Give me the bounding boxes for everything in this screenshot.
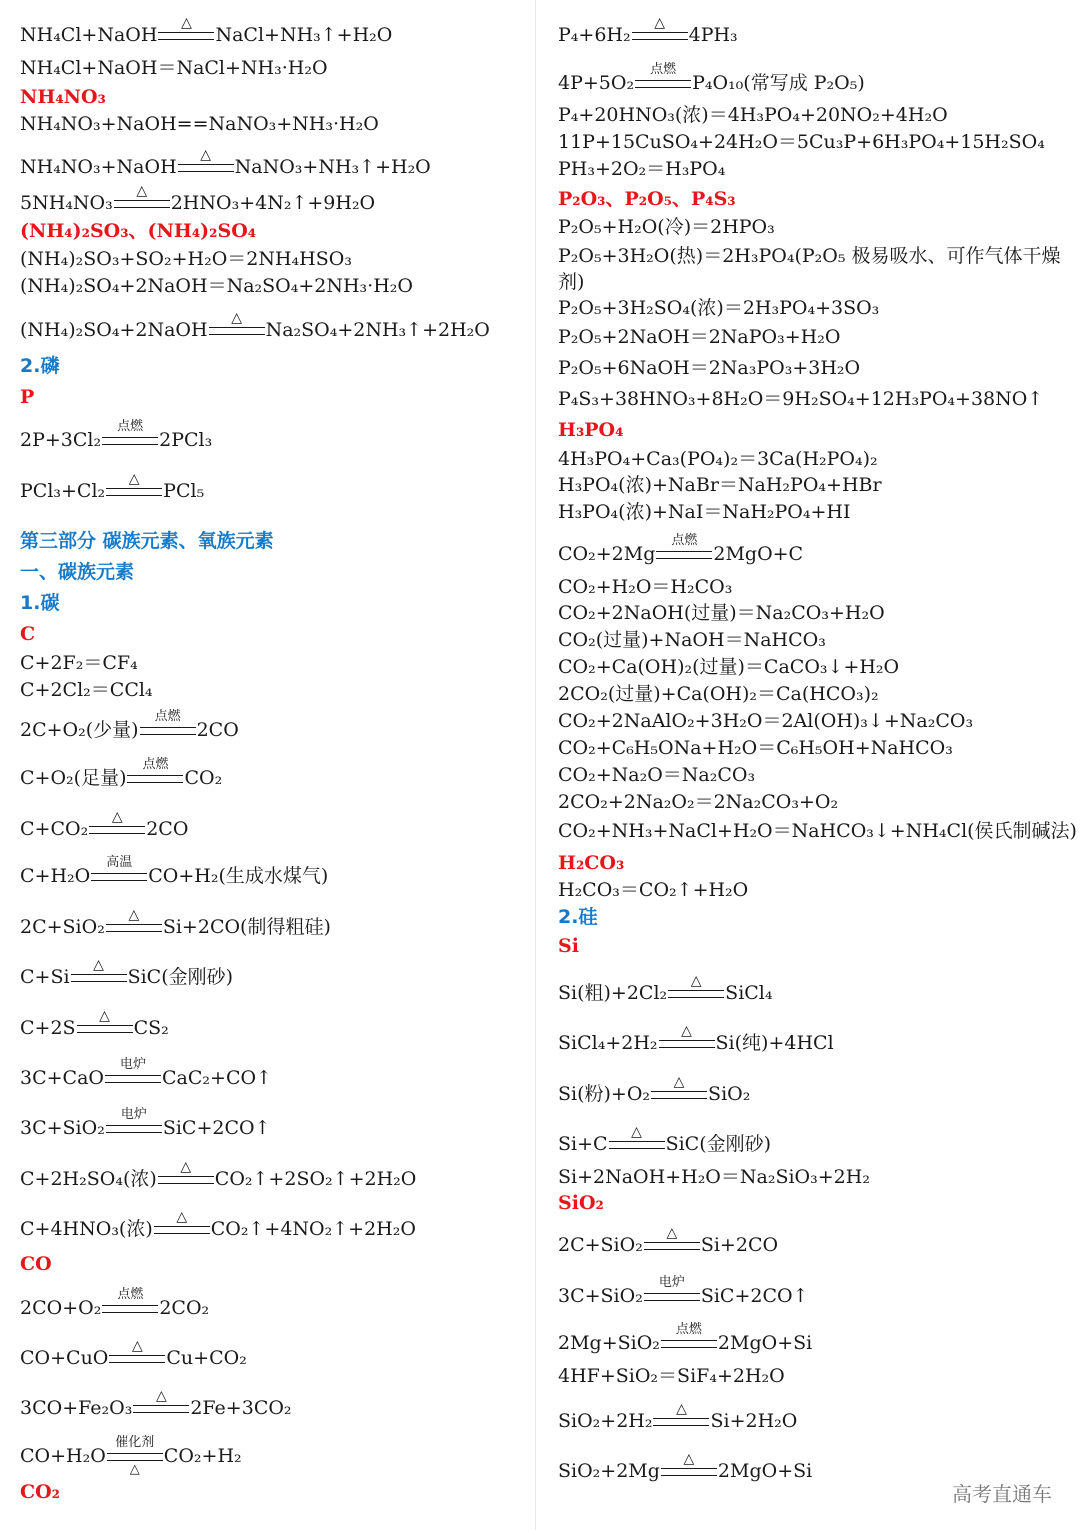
reactants: 2C+SiO₂ [558,1234,643,1256]
substance-heading: NH₄NO₃ [20,86,106,108]
section-heading: 一、碳族元素 [20,561,135,583]
reaction-condition: 催化剂 [115,1435,155,1450]
reaction-equation [20,757,223,789]
reactants: C+O₂(足量) [20,767,127,789]
heat-triangle-icon: △ [128,471,140,487]
substance-heading: SiO₂ [558,1192,604,1214]
substance-heading: C [20,623,36,645]
reactants: C+CO₂ [20,818,89,840]
reaction-condition-sign [154,1209,210,1234]
products: P₄O₁₀(常写成 P₂O₅) [692,72,865,94]
heat-triangle-icon: △ [231,310,242,326]
reactants: NH₄Cl+NaOH [20,24,158,46]
reaction-condition: 高温 [106,855,133,870]
watermark: 高考直通车 [952,1482,1052,1506]
reaction-equation: P₂O₅+3H₂SO₄(浓)＝2H₃PO₄+3SO₃ [558,297,880,319]
reaction-equation [20,183,376,214]
products: 2MgO+Si [717,1460,813,1482]
products: CaC₂+CO↑ [162,1067,272,1089]
reaction-equation: H₂CO₃＝CO₂↑+H₂O [558,879,749,901]
reaction-equation [20,1159,417,1190]
substance-heading: H₃PO₄ [558,419,624,441]
heat-triangle-icon: △ [136,183,148,199]
substance-heading: CO₂ [20,1481,60,1503]
reaction-condition-sign [209,310,265,335]
reactants: Si(粗)+2Cl₂ [558,982,668,1004]
products: CO₂ [184,767,223,789]
heat-triangle-icon: △ [176,1209,188,1225]
reaction-condition: 点燃 [675,1322,702,1337]
substance-heading: P₂O₃、P₂O₅、P₄S₃ [558,188,736,210]
reaction-condition-sign [661,1451,717,1476]
heat-triangle-icon: △ [129,1462,140,1477]
products: CS₂ [133,1017,169,1039]
products: 2MgO+C [713,543,804,565]
reaction-equation [20,1057,272,1089]
reaction-condition-sign [661,1322,717,1348]
reaction-condition-sign [89,809,145,834]
heat-triangle-icon: △ [180,1159,192,1175]
reaction-equation: CO₂+C₆H₅ONa+H₂O＝C₆H₅OH+NaHCO₃ [558,737,953,759]
reaction-equation: CO₂+Na₂O＝Na₂CO₃ [558,764,756,786]
reaction-equation [20,1008,169,1039]
reactants: 3C+SiO₂ [558,1285,643,1307]
reaction-condition-sign [178,147,234,172]
reaction-equation [20,471,205,502]
reaction-equation [558,1074,751,1105]
reaction-equation [558,1401,798,1432]
heat-triangle-icon: △ [676,1401,687,1417]
heat-triangle-icon: △ [683,1451,695,1467]
reaction-condition-sign [114,183,170,208]
reaction-condition-sign [91,855,147,881]
reactants: Si(粉)+O₂ [558,1083,651,1105]
reactants: C+H₂O [20,865,91,887]
reaction-condition-sign [632,15,688,40]
products: 4PH₃ [688,24,738,46]
reaction-equation [20,907,331,938]
products: Si+2CO [700,1234,779,1256]
products: PCl₅ [163,480,205,502]
reaction-condition: 电炉 [120,1107,147,1122]
heat-triangle-icon: △ [181,15,192,31]
reaction-equation [20,310,490,341]
reaction-condition: 点燃 [650,62,677,77]
section-heading: 1.碳 [20,592,60,614]
substance-heading: CO [20,1253,52,1275]
products: 2CO [146,818,189,840]
reactants: 3C+CaO [20,1067,104,1089]
reaction-condition-sign [105,1057,161,1083]
heat-triangle-icon: △ [93,957,104,973]
heat-triangle-icon: △ [673,1074,685,1090]
reaction-condition-sign [106,907,162,932]
products: CO₂+H₂ [163,1445,242,1467]
reaction-equation [20,809,189,840]
products: SiC+2CO↑ [700,1285,809,1307]
reactants: 2C+O₂(少量) [20,719,139,741]
reactants: 2C+SiO₂ [20,916,105,938]
reaction-equation [20,1287,210,1319]
reaction-condition-sign [644,1225,700,1250]
reactants: CO+H₂O [20,1445,106,1467]
reaction-condition-sign [102,1287,158,1313]
reaction-equation: P₄S₃+38HNO₃+8H₂O＝9H₂SO₄+12H₃PO₄+38NO↑ [558,388,1044,410]
reactants: 3C+SiO₂ [20,1117,105,1139]
reaction-equation: CO₂+NH₃+NaCl+H₂O＝NaHCO₃↓+NH₄Cl(侯氏制碱法) [558,820,1077,842]
reactants: (NH₄)₂SO₄+2NaOH [20,319,208,341]
reaction-equation: CO₂+2NaAlO₂+3H₂O＝2Al(OH)₃↓+Na₂CO₃ [558,710,974,732]
reaction-condition: 点燃 [117,1287,144,1302]
reactants: Si+C [558,1133,608,1155]
products: 2CO [196,719,239,741]
heat-triangle-icon: △ [111,809,123,825]
reaction-equation: 2CO₂(过量)+Ca(OH)₂＝Ca(HCO₃)₂ [558,683,879,705]
reaction-equation: NH₄Cl+NaOH＝NaCl+NH₃·H₂O [20,57,328,79]
products: CO+H₂(生成水煤气) [148,865,329,887]
column-divider [535,0,536,1530]
reactants: SiCl₄+2H₂ [558,1032,658,1054]
reactants: C+Si [20,966,70,988]
reactants: 2P+3Cl₂ [20,429,102,451]
reaction-condition-sign [71,957,127,982]
products: Na₂SO₄+2NH₃↑+2H₂O [265,319,490,341]
heat-triangle-icon: △ [654,15,665,31]
reactants: PCl₃+Cl₂ [20,480,106,502]
reaction-equation [20,1209,416,1240]
reaction-condition-sign [656,533,712,559]
reactants: CO₂+2Mg [558,543,656,565]
reaction-equation: CO₂+H₂O＝H₂CO₃ [558,576,733,598]
products: Si+2CO(制得粗硅) [162,916,331,938]
reaction-equation [558,973,773,1004]
reactants: SiO₂+2H₂ [558,1410,653,1432]
reaction-condition-sign [106,1107,162,1133]
products: SiO₂ [708,1083,751,1105]
reaction-equation [20,1388,292,1419]
products: SiC(金刚砂) [665,1133,772,1155]
reaction-condition-sign [609,1124,665,1149]
section-heading: 2.磷 [20,355,60,377]
products: SiCl₄ [725,982,773,1004]
reaction-equation: NH₄NO₃+NaOH==NaNO₃+NH₃·H₂O [20,113,379,135]
heat-triangle-icon: △ [666,1225,678,1241]
reaction-condition-sign [635,62,691,88]
products: 2Fe+3CO₂ [190,1397,292,1419]
heat-triangle-icon: △ [132,1338,143,1354]
reaction-condition-sign [140,709,196,735]
products: SiC(金刚砂) [127,966,234,988]
reactants: 2Mg+SiO₂ [558,1332,660,1354]
section-heading: 2.硅 [558,906,598,928]
products: 2MgO+Si [717,1332,813,1354]
heat-triangle-icon: △ [155,1388,167,1404]
heat-triangle-icon: △ [99,1008,110,1024]
products: CO₂↑+4NO₂↑+2H₂O [210,1218,416,1240]
reaction-equation [20,1435,242,1477]
reaction-equation: 4H₃PO₄+Ca₃(PO₄)₂＝3Ca(H₂PO₄)₂ [558,448,878,470]
reaction-equation: CO₂+Ca(OH)₂(过量)＝CaCO₃↓+H₂O [558,656,900,678]
products: Cu+CO₂ [166,1347,247,1369]
reactants: NH₄NO₃+NaOH [20,156,177,178]
reaction-equation: P₂O₅+2NaOH＝2NaPO₃+H₂O [558,326,841,348]
reaction-equation: P₂O₅+H₂O(冷)＝2HPO₃ [558,216,775,238]
reaction-equation: (NH₄)₂SO₃+SO₂+H₂O＝2NH₄HSO₃ [20,248,352,270]
products: Si+2H₂O [710,1410,798,1432]
reaction-equation [20,1107,271,1139]
reaction-equation: P₄+20HNO₃(浓)＝4H₃PO₄+20NO₂+4H₂O [558,104,948,126]
reaction-condition-sign [102,419,158,445]
substance-heading: H₂CO₃ [558,852,625,874]
reactants: 3CO+Fe₂O₃ [20,1397,133,1419]
reaction-condition-sign [127,757,183,783]
reaction-equation [20,1338,247,1369]
heat-triangle-icon: △ [631,1124,642,1140]
reaction-equation [558,1023,834,1054]
reaction-equation: (NH₄)₂SO₄+2NaOH＝Na₂SO₄+2NH₃·H₂O [20,275,413,297]
section-heading: 第三部分 碳族元素、氧族元素 [20,530,274,552]
heat-triangle-icon: △ [681,1023,692,1039]
reaction-condition: 电炉 [658,1275,685,1290]
reaction-equation: C+2Cl₂＝CCl₄ [20,679,153,701]
products: 2HNO₃+4N₂↑+9H₂O [170,192,376,214]
products: Si(纯)+4HCl [715,1032,834,1054]
heat-triangle-icon: △ [200,147,212,163]
reaction-equation [558,1322,813,1354]
reaction-equation: CO₂+2NaOH(过量)＝Na₂CO₃+H₂O [558,602,885,624]
reaction-equation [558,1275,809,1307]
products: 2PCl₃ [159,429,213,451]
products: NaNO₃+NH₃↑+H₂O [234,156,431,178]
reaction-condition: 点燃 [117,419,144,434]
reaction-condition-sign [109,1338,165,1363]
reaction-condition-sign [668,973,724,998]
products: CO₂↑+2SO₂↑+2H₂O [214,1168,417,1190]
reaction-equation: PH₃+2O₂＝H₃PO₄ [558,158,726,180]
reaction-equation: Si+2NaOH+H₂O＝Na₂SiO₃+2H₂ [558,1166,870,1188]
reaction-equation: 2CO₂+2Na₂O₂＝2Na₂CO₃+O₂ [558,791,839,813]
reaction-condition-sign [158,1159,214,1184]
reaction-condition-sign [133,1388,189,1413]
reactants: C+4HNO₃(浓) [20,1218,153,1240]
reaction-equation: 4HF+SiO₂＝SiF₄+2H₂O [558,1365,785,1387]
reaction-equation [20,147,431,178]
reactants: 2CO+O₂ [20,1297,102,1319]
reactants: P₄+6H₂ [558,24,631,46]
reaction-equation: H₃PO₄(浓)+NaBr＝NaH₂PO₄+HBr [558,474,882,496]
reaction-condition-sign [644,1275,700,1301]
reaction-condition-sign [659,1023,715,1048]
heat-triangle-icon: △ [128,907,140,923]
reaction-equation [20,15,393,46]
reaction-condition-sign [106,471,162,496]
products: NaCl+NH₃↑+H₂O [215,24,393,46]
substance-heading: P [20,386,35,408]
reaction-condition: 点燃 [671,533,698,548]
reaction-equation: H₃PO₄(浓)+NaI＝NaH₂PO₄+HI [558,501,851,523]
reaction-equation: CO₂(过量)+NaOH＝NaHCO₃ [558,629,826,651]
reaction-equation: P₂O₅+6NaOH＝2Na₃PO₃+3H₂O [558,357,861,379]
reaction-condition-sign [653,1401,709,1426]
reaction-condition-sign [158,15,214,40]
reaction-equation [20,957,234,988]
reaction-condition-sign [107,1435,163,1477]
reactants: SiO₂+2Mg [558,1460,660,1482]
reaction-equation [20,855,329,887]
reactants: C+2H₂SO₄(浓) [20,1168,157,1190]
products: SiC+2CO↑ [162,1117,271,1139]
reactants: 5NH₄NO₃ [20,192,113,214]
reaction-equation [558,533,804,565]
reaction-condition: 点燃 [154,709,181,724]
reaction-equation [558,1451,813,1482]
reactants: C+2S [20,1017,76,1039]
substance-heading: (NH₄)₂SO₃、(NH₄)₂SO₄ [20,220,257,242]
reaction-condition: 电炉 [119,1057,146,1072]
reaction-equation [20,709,239,741]
reaction-condition: 点燃 [142,757,169,772]
products: 2CO₂ [159,1297,210,1319]
reaction-equation: P₂O₅+3H₂O(热)＝2H₃PO₄(P₂O₅ 极易吸水、可作气体干燥剂) [558,245,1061,293]
reaction-equation [20,419,213,451]
reaction-equation [558,1124,772,1155]
reaction-equation [558,15,738,46]
reaction-equation: 11P+15CuSO₄+24H₂O＝5Cu₃P+6H₃PO₄+15H₂SO₄ [558,131,1045,153]
reaction-equation: C+2F₂＝CF₄ [20,652,138,674]
substance-heading: Si [558,935,579,957]
heat-triangle-icon: △ [690,973,702,989]
reaction-equation [558,1225,779,1256]
reaction-condition-sign [77,1008,133,1033]
reactants: 4P+5O₂ [558,72,635,94]
reaction-equation [558,62,865,94]
reactants: CO+CuO [20,1347,109,1369]
reaction-condition-sign [651,1074,707,1099]
